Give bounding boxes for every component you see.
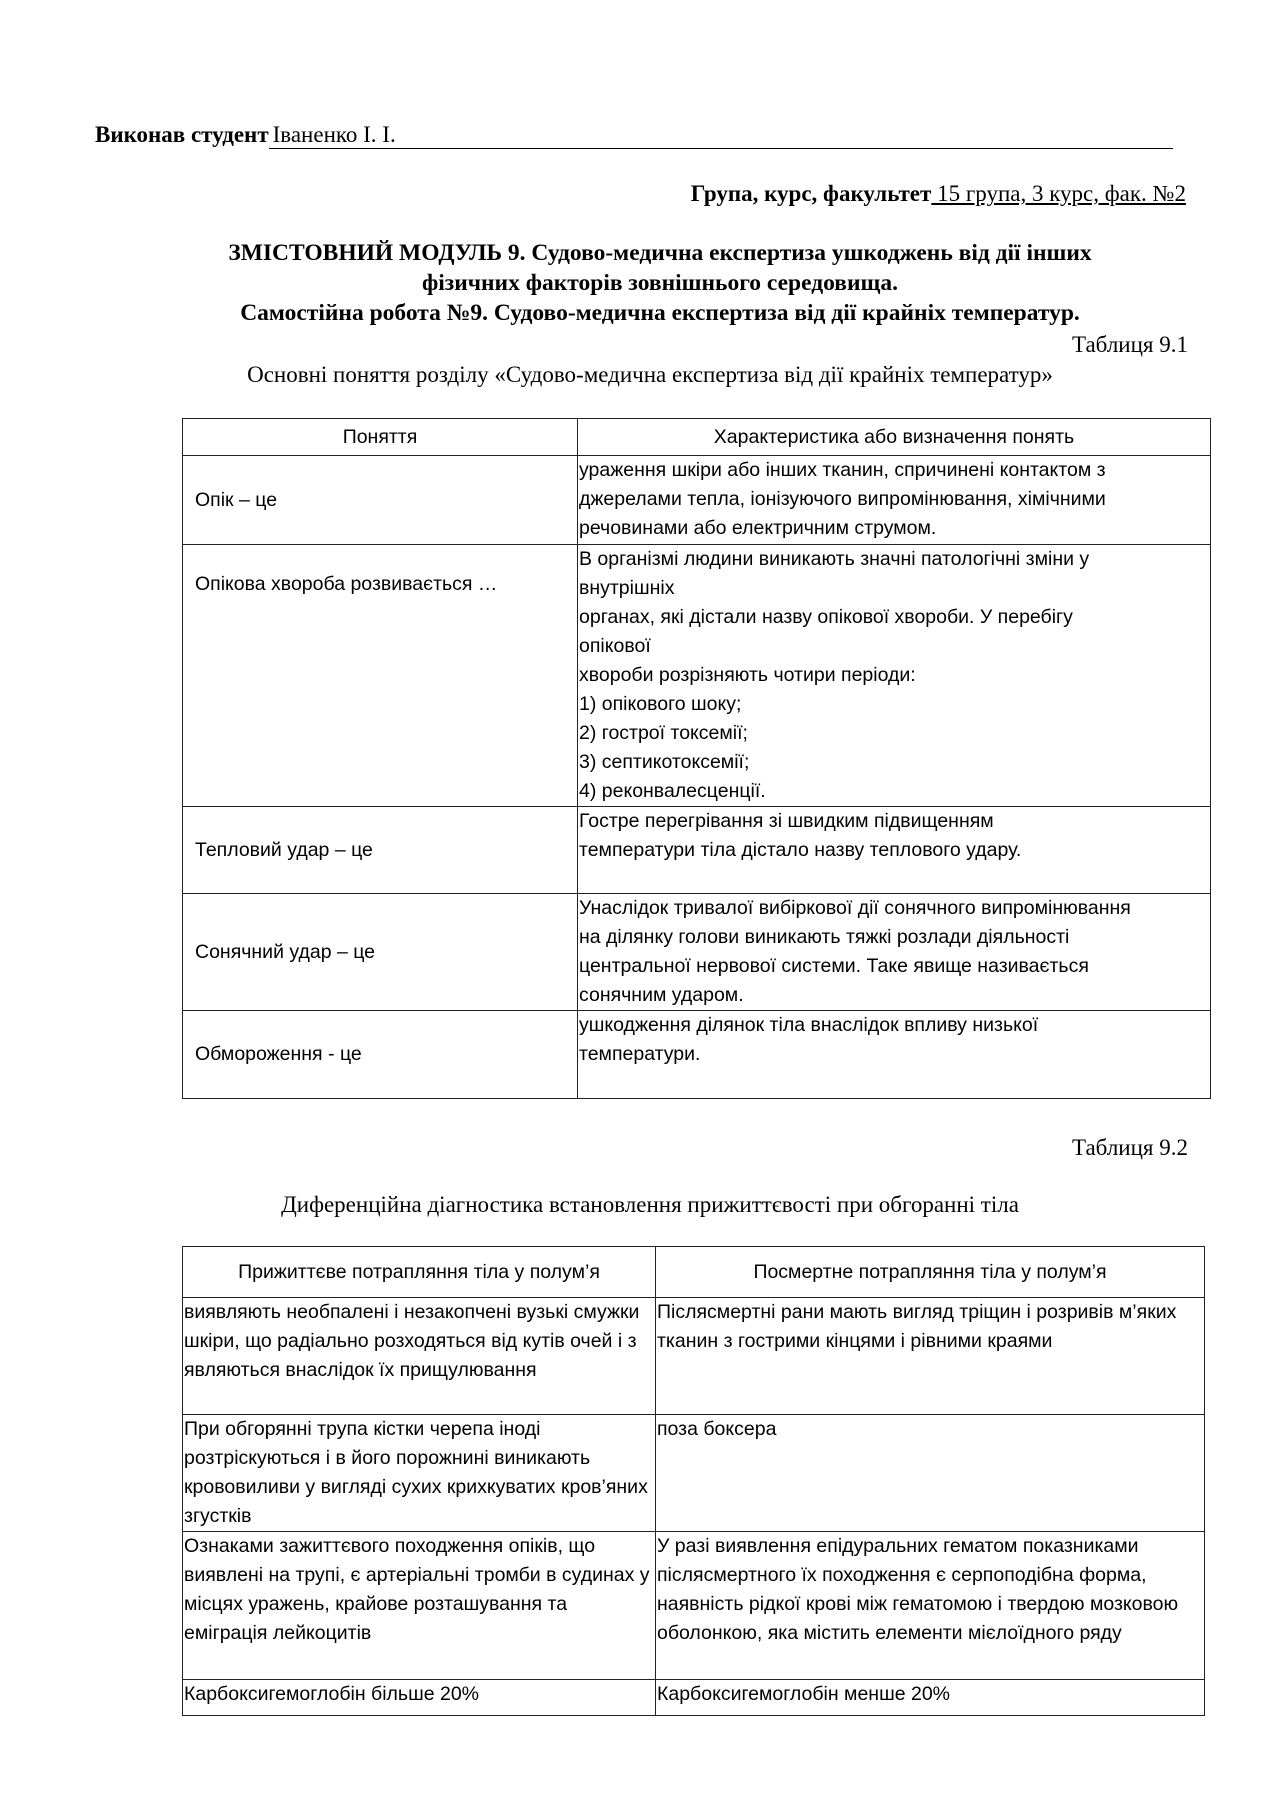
definition-line: 1) опікового шоку; bbox=[579, 693, 742, 715]
definition-line: центральної нервової системи. Таке явище називається bbox=[579, 955, 1089, 977]
definition-line: Унаслідок тривалої вибіркової дії сонячного випромінювання bbox=[579, 897, 1131, 919]
table-row bbox=[183, 456, 1211, 545]
definition-line: внутрішніх bbox=[579, 577, 675, 599]
student-name-field: Іваненко І. І. bbox=[269, 122, 1173, 149]
heading-line-2: фізичних факторів зовнішнього середовища. bbox=[421, 270, 898, 296]
definition-line: речовинами або електричним струмом. bbox=[579, 517, 937, 539]
table-row bbox=[183, 807, 1211, 894]
table-row bbox=[183, 545, 1211, 807]
term-cell: Опік – це bbox=[183, 456, 578, 545]
definition-line: на ділянку голови виникають тяжкі розлади діяльності bbox=[579, 926, 1070, 948]
term-cell: Тепловий удар – це bbox=[183, 807, 578, 894]
definition-line: органах, які дістали назву опікової хвороби. У перебігу bbox=[579, 606, 1073, 628]
heading-line-1: ЗМІСТОВНИЙ МОДУЛЬ 9. Судово-медична експертиза ушкоджень від дії інших bbox=[228, 240, 1092, 266]
column-header: Характеристика або визначення понять bbox=[578, 419, 1211, 456]
table-row bbox=[183, 1298, 1205, 1415]
definition-line: температури. bbox=[579, 1043, 701, 1065]
definition-line: ушкодження ділянок тіла внаслідок впливу низької bbox=[579, 1014, 1039, 1036]
table-cell: Карбоксигемоглобін менше 20% bbox=[656, 1680, 1205, 1716]
term-cell: Опікова хвороба розвивається … bbox=[183, 545, 578, 807]
group-value: 15 група, 3 курс, фак. №2 bbox=[931, 181, 1186, 206]
definition-line: 3) септикотоксемії; bbox=[579, 751, 750, 773]
term-cell: Обмороження - це bbox=[183, 1011, 578, 1099]
table2-caption: Диференційна діагностика встановлення прижиттєвості при обгоранні тіла bbox=[281, 1192, 1019, 1217]
table-cell: Карбоксигемоглобін більше 20% bbox=[183, 1680, 656, 1716]
definition-line: хвороби розрізняють чотири періоди: bbox=[579, 664, 916, 686]
definition-line: джерелами тепла, іонізуючого випромінювання, хімічними bbox=[579, 488, 1106, 510]
table-cell: виявляють необпалені і незакопчені вузькі смужки шкіри, що радіально розходяться від кутів очей і з являються внаслідок їх прищулювання bbox=[183, 1298, 656, 1415]
definition-cell bbox=[578, 545, 1211, 807]
table-row bbox=[183, 1011, 1211, 1099]
module-heading bbox=[160, 238, 1160, 328]
column-header: Поняття bbox=[183, 419, 578, 456]
table-header-row bbox=[183, 1247, 1205, 1298]
definition-cell bbox=[578, 1011, 1211, 1099]
heading-line-3: Самостійна робота №9. Судово-медична експертиза від дії крайніх температур. bbox=[240, 300, 1080, 326]
table-row bbox=[183, 1415, 1205, 1532]
definition-line: сонячним ударом. bbox=[579, 984, 744, 1006]
definition-line: Гостре перегрівання зі швидким підвищенням bbox=[579, 810, 994, 832]
definition-cell bbox=[578, 894, 1211, 1011]
table-cell: Післясмертні рани мають вигляд тріщин і розривів м’яких тканин з гострими кінцями і рівними краями bbox=[656, 1298, 1205, 1415]
group-label: Група, курс, факультет bbox=[690, 181, 932, 206]
definition-line: ураження шкіри або інших тканин, спричинені контактом з bbox=[579, 459, 1106, 481]
table-cell: Ознаками зажиттєвого походження опіків, що виявлені на трупі, є артеріальні тромби в судинах у місцях уражень, крайове розташування та еміграція лейкоцитів bbox=[183, 1532, 656, 1680]
definition-cell bbox=[578, 456, 1211, 545]
concepts-table bbox=[182, 418, 1211, 1099]
table-cell: У разі виявлення епідуральних гематом показниками післясмертного їх походження є серпоподібна форма, наявність рідкої крові між гематомою і твердою мозковою оболонкою, яка містить елементи мієлоїдного ряду bbox=[656, 1532, 1205, 1680]
table-cell: поза боксера bbox=[656, 1415, 1205, 1532]
student-label: Виконав студент bbox=[95, 122, 269, 147]
definition-line: опікової bbox=[579, 635, 651, 657]
table-cell: При обгорянні трупа кістки черепа іноді розтріскуються і в його порожнині виникають крововиливи у вигляді сухих крихкуватих кров’яних згустків bbox=[183, 1415, 656, 1532]
table-row bbox=[183, 1680, 1205, 1716]
definition-line: 4) реконвалесценції. bbox=[579, 780, 766, 802]
column-header: Посмертне потрапляння тіла у полум’я bbox=[656, 1247, 1205, 1298]
table-row bbox=[183, 1532, 1205, 1680]
table1-caption: Основні поняття розділу «Судово-медична експертиза від дії крайніх температур» bbox=[247, 362, 1053, 387]
group-line bbox=[691, 179, 1186, 209]
definition-line: В організмі людини виникають значні патологічні зміни у bbox=[579, 548, 1090, 570]
table1-number: Таблиця 9.1 bbox=[1072, 332, 1188, 357]
table-header-row bbox=[183, 419, 1211, 456]
table-row bbox=[183, 894, 1211, 1011]
diagnostics-table bbox=[182, 1246, 1205, 1716]
definition-line: 2) гострої токсемії; bbox=[579, 722, 748, 744]
student-line bbox=[95, 120, 1195, 150]
column-header: Прижиттєве потрапляння тіла у полум’я bbox=[183, 1247, 656, 1298]
definition-line: температури тіла дістало назву теплового удару. bbox=[579, 839, 1022, 861]
definition-cell bbox=[578, 807, 1211, 894]
term-cell: Сонячний удар – це bbox=[183, 894, 578, 1011]
table2-number: Таблиця 9.2 bbox=[1072, 1135, 1188, 1160]
